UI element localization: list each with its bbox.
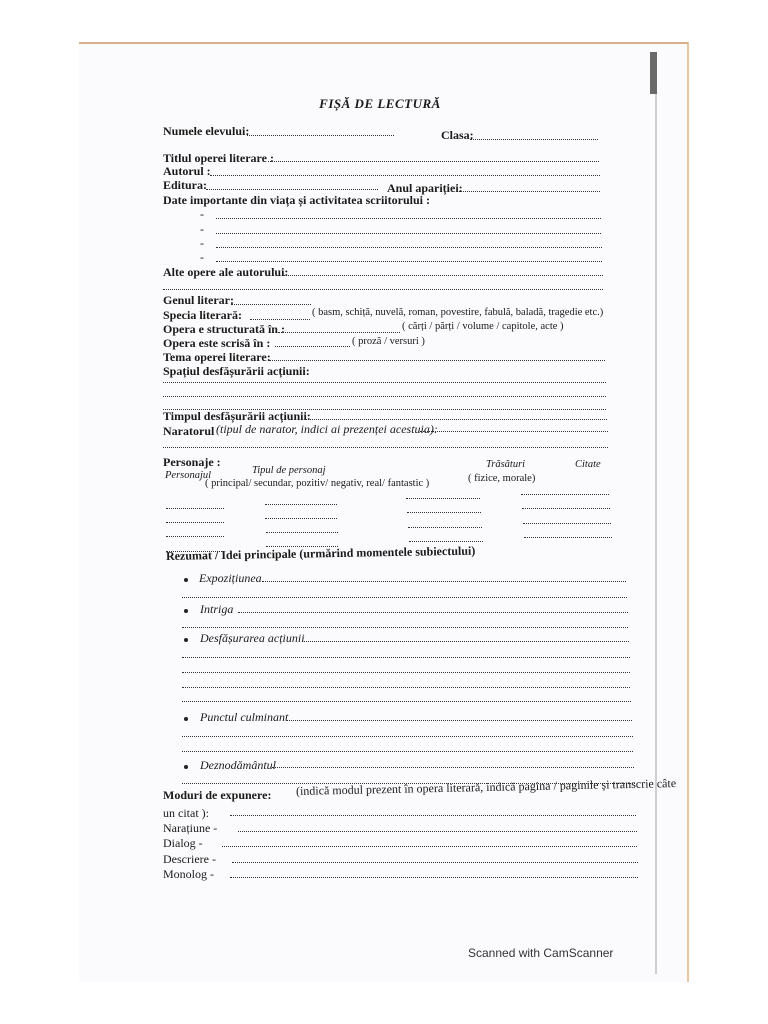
scanner-watermark: Scanned with CamScanner [468,946,614,960]
space-field[interactable] [163,381,606,383]
genre-field[interactable] [231,303,311,305]
narrator-label: Naratorul [163,424,215,438]
mode-monolog-field[interactable] [230,876,638,878]
mode-dialog: Dialog - [163,836,203,850]
summary-field[interactable] [182,671,630,673]
summary-item-resolution: Deznodământul [200,758,276,772]
summary-label: Rezumat / Idei principale (urmărind momentele subiectului) [165,543,476,563]
summary-field[interactable] [182,700,631,702]
bio-field[interactable] [216,260,602,262]
summary-item-exposition: Expozițiunea [199,571,262,585]
bio-dash: - [200,236,204,250]
summary-item-intrigue: Intriga [200,602,234,616]
year-label: Anul apariției: [387,181,463,195]
structure-label: Opera e structurată în : [163,322,285,336]
summary-field[interactable] [182,735,633,737]
species-hint: ( basm, schiță, nuvelă, roman, povestire, fabulă, baladă, tragedie etc.) [312,307,604,318]
quotes-cell[interactable] [523,522,611,524]
mode-monolog: Monolog - [163,867,214,881]
mode-narration-field[interactable] [238,830,637,832]
publisher-label: Editura: [163,178,208,192]
summary-field[interactable] [182,626,628,628]
bullet-icon [184,609,188,613]
other-works-field[interactable] [283,274,603,276]
bio-dash: - [200,222,204,236]
written-label: Opera este scrisă în : [163,336,271,350]
bio-dash: - [200,250,204,264]
work-title-label: Titlul operei literare : [163,151,274,165]
time-field[interactable] [305,418,607,420]
narrator-hint: (tipul de narator, indici ai prezenței acestuia): [216,422,438,436]
class-label: Clasa: [441,128,474,142]
time-label: Timpul desfășurării acțiunii: [163,409,311,423]
student-name-field[interactable] [247,134,394,136]
traits-cell[interactable] [406,497,480,499]
bullet-icon [184,717,188,721]
species-field[interactable] [250,318,310,320]
summary-field[interactable] [287,719,632,721]
bullet-icon [184,638,188,642]
mode-dialog-field[interactable] [222,845,637,847]
genre-label: Genul literar: [163,293,234,307]
traits-cell[interactable] [408,526,482,528]
summary-field[interactable] [262,580,626,582]
type-cell[interactable] [265,517,337,519]
summary-field[interactable] [238,611,628,613]
summary-field[interactable] [302,640,629,642]
summary-item-action: Desfășurarea acțiunii [200,631,305,645]
narrator-field[interactable] [163,446,608,448]
type-cell[interactable] [265,503,337,505]
bullet-icon [184,578,188,582]
col-quotes-header: Citate [575,459,601,470]
col-character-header: Personajul [165,470,212,481]
exposition-hint-cont: un citat ): [163,806,209,820]
character-cell[interactable] [166,507,224,509]
bio-label: Date importante din viața și activitatea scriitorului : [163,193,430,207]
species-label: Specia literară: [163,308,242,322]
theme-label: Tema operei literare: [163,350,271,364]
exposition-field[interactable] [230,814,636,816]
quotes-cell[interactable] [524,536,612,538]
bio-dash: - [200,207,204,221]
year-field[interactable] [457,190,600,192]
characters-label: Personaje : [163,455,221,469]
summary-field[interactable] [182,656,630,658]
work-title-field[interactable] [268,160,599,162]
mode-narration: Narațiune - [163,821,218,835]
col-traits-header: Trăsături [486,459,526,470]
col-type-hint: ( principal/ secundar, pozitiv/ negativ, real/ fantastic ) [205,478,430,489]
quotes-cell[interactable] [522,507,610,509]
col-traits-hint: ( fizice, morale) [468,473,536,484]
student-name-label: Numele elevului: [163,124,250,138]
mode-description: Descriere - [163,852,216,866]
structure-hint: ( cărți / părți / volume / capitole, acte ) [402,321,564,332]
bio-field[interactable] [216,246,602,248]
bullet-icon [184,765,188,769]
author-field[interactable] [210,174,600,176]
scan-edge-line [655,94,657,974]
character-cell[interactable] [166,521,224,523]
summary-field[interactable] [182,686,630,688]
bio-field[interactable] [216,217,601,219]
summary-field[interactable] [182,750,633,752]
other-works-field[interactable] [163,288,603,290]
summary-field[interactable] [272,766,634,768]
scan-edge-shadow [650,52,657,94]
author-label: Autorul : [163,164,211,178]
written-field[interactable] [275,345,350,347]
theme-field[interactable] [269,359,605,361]
traits-cell[interactable] [409,540,483,542]
narrator-field[interactable] [420,430,608,432]
written-hint: ( proză / versuri ) [352,336,425,347]
exposition-hint: (indică modul prezent în opera literară, indică pagina / paginile și transcrie câte [295,776,677,798]
summary-field[interactable] [182,596,627,598]
page-title: FIȘĂ DE LECTURĂ [319,96,441,111]
space-field[interactable] [163,395,606,397]
summary-item-climax: Punctul culminant [200,710,289,724]
mode-description-field[interactable] [232,861,638,863]
character-cell[interactable] [166,535,224,537]
quotes-cell[interactable] [521,493,609,495]
space-label: Spațiul desfășurării acțiunii: [163,364,310,378]
bio-field[interactable] [216,232,601,234]
type-cell[interactable] [266,531,338,533]
traits-cell[interactable] [407,511,481,513]
exposition-label: Moduri de expunere: [163,788,272,802]
other-works-label: Alte opere ale autorului: [163,265,289,279]
class-field[interactable] [470,138,598,140]
publisher-field[interactable] [206,188,378,190]
col-type-header: Tipul de personaj [252,465,326,476]
structure-field[interactable] [278,331,400,333]
